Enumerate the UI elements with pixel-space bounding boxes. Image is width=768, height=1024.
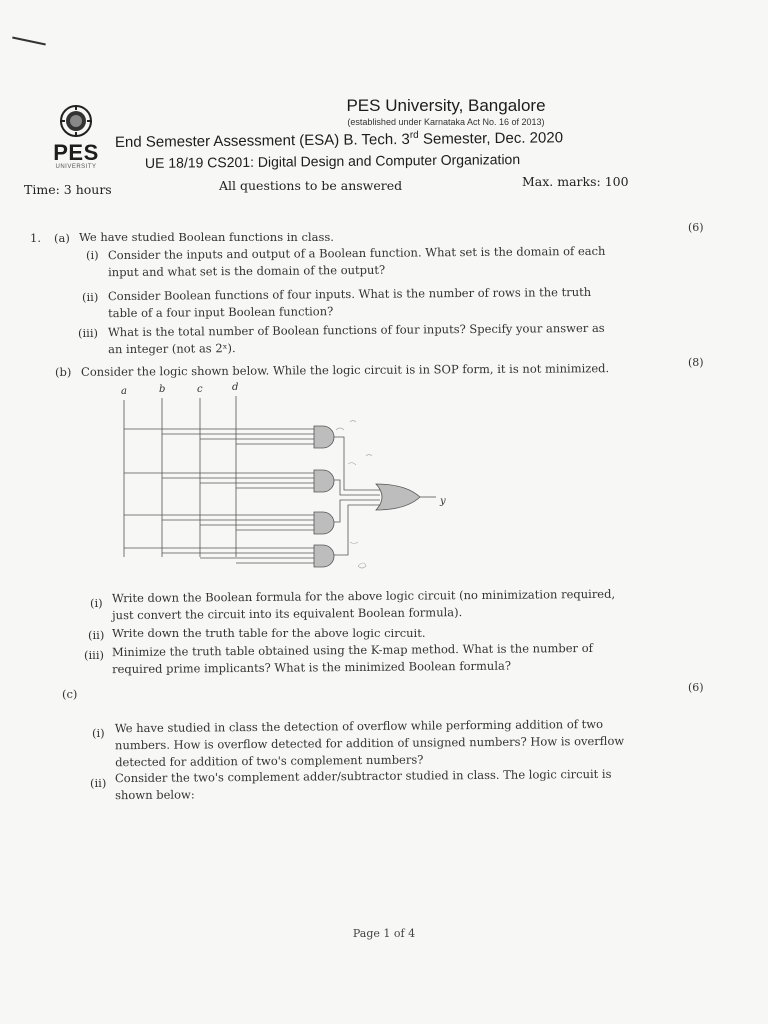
input-label-b: b [159, 384, 166, 395]
part-a-text: We have studied Boolean functions in class. [79, 230, 334, 244]
part-a-ii-text: Consider Boolean functions of four inputs. What is the number of rows in the truth table of a four input Boolean function? [107, 284, 592, 321]
part-c-ii-text: Consider the two's complement adder/subtractor studied in class. The logic circuit is shown below: [114, 766, 612, 803]
or-gate [376, 484, 420, 510]
stray-pen-mark [12, 36, 46, 45]
part-c-marks: (6) [688, 681, 704, 694]
logo-wordmark: PES [53, 140, 99, 165]
part-b-text: Consider the logic shown below. While the logic circuit is in SOP form, it is not minimized. [80, 361, 610, 379]
part-b-marks: (8) [688, 356, 704, 369]
question-number: 1. [30, 231, 41, 245]
part-a-iii-text: What is the total number of Boolean functions of four inputs? Specify your answer as an integer (not as 2ˣ). [107, 320, 605, 357]
and-gate-2 [314, 470, 334, 492]
and-gate-3 [314, 512, 334, 534]
output-label-y: y [440, 496, 446, 507]
university-title: PES University, Bangalore [346, 96, 546, 115]
part-c-i-text: We have studied in class the detection of overflow while performing addition of two numbers. How is overflow detected for addition of unsigned numbers? How is overflow detected for addition of two's complement numbers? [114, 716, 625, 770]
exam-instruction: All questions to be answered [219, 178, 403, 193]
part-b-i-label: (i) [90, 596, 103, 610]
part-c-label: (c) [62, 687, 78, 701]
sop-logic-circuit [118, 382, 458, 582]
part-c-i-label: (i) [92, 726, 105, 740]
established-note: (established under Karnataka Act No. 16 of 2013) [347, 117, 545, 127]
part-a-i-label: (i) [86, 248, 99, 262]
part-a-label: (a) [54, 231, 70, 245]
course-title: UE 18/19 CS201: Digital Design and Computer Organization [144, 151, 521, 171]
part-b-ii-label: (ii) [88, 628, 105, 642]
and-gate-1 [314, 426, 334, 448]
input-label-a: a [121, 386, 127, 397]
part-b-ii-text: Write down the truth table for the above logic circuit. [112, 626, 426, 640]
and-gate-4 [314, 545, 334, 567]
exam-title: End Semester Assessment (ESA) B. Tech. 3rd Semester, Dec. 2020 [114, 129, 564, 151]
circuit-diagram [118, 382, 458, 582]
logo-subtext: UNIVERSITY [55, 164, 97, 170]
input-label-c: c [197, 384, 203, 395]
part-b-iii-label: (iii) [84, 648, 105, 662]
page-number: Page 1 of 4 [352, 927, 416, 940]
part-b-iii-text-block: Minimize the truth table obtained using the K-map method. What is the number of required prime implicants? What is the minimized Boolean formula? [111, 640, 593, 677]
max-marks: Max. marks: 100 [522, 174, 629, 189]
exam-time: Time: 3 hours [24, 182, 112, 197]
part-b-label: (b) [55, 365, 72, 379]
part-a-i-text: Consider the inputs and output of a Boolean function. What set is the domain of each input and what set is the domain of the output? [107, 243, 606, 280]
part-c-ii-label: (ii) [90, 776, 107, 790]
part-a-marks: (6) [688, 221, 704, 234]
input-label-d: d [232, 382, 239, 393]
part-a-ii-label: (ii) [82, 290, 99, 304]
part-a-iii-label: (iii) [78, 326, 99, 340]
part-b-i-text: Write down the Boolean formula for the above logic circuit (no minimization required, just convert the circuit into its equivalent Boolean formula). [111, 586, 616, 623]
